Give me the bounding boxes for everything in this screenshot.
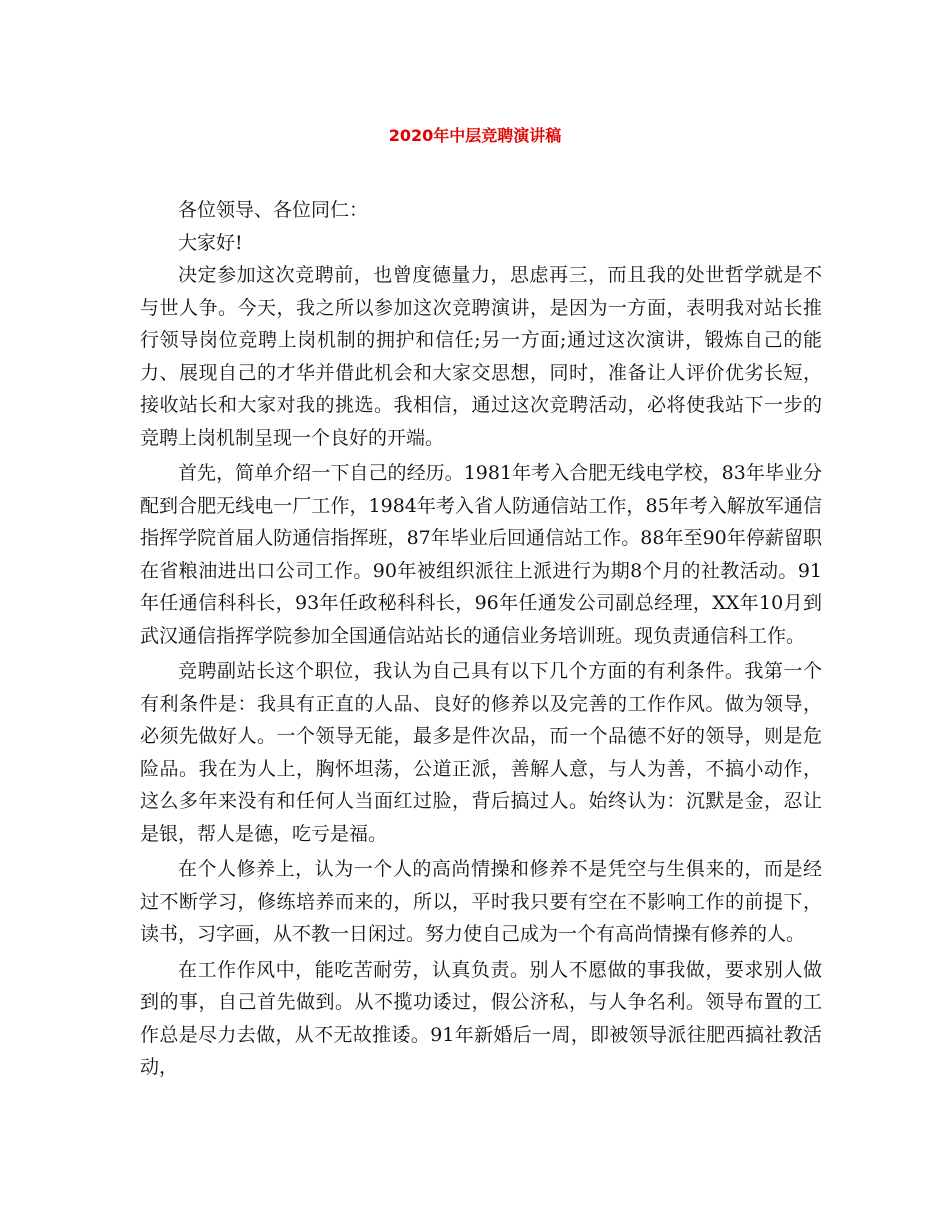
paragraph-2: 首先，简单介绍一下自己的经历。1981年考入合肥无线电学校，83年毕业分配到合肥无线电一厂工作，1984年考入省人防通信站工作，85年考入解放军通信指挥学院首届人防通信指挥班，87年毕业后回通信站工作。88年至90年停薪留职在省粮油进出口公司工作。90年被组织派往上派进行为期8个月的社教活动。91年任通信科科长，93年任政秘科科长，96年任通发公司副总经理，XX年10月到武汉通信指挥学院参加全国通信站站长的通信业务培训班。现负责通信科工作。 [140, 462, 822, 647]
document-body [140, 194, 822, 1087]
document-title: 2020年中层竞聘演讲稿 [388, 126, 562, 145]
salutation: 各位领导、各位同仁： [178, 199, 369, 221]
paragraph-4: 在个人修养上，认为一个人的高尚情操和修养不是凭空与生俱来的，而是经过不断学习，修练培养而来的，所以，平时我只要有空在不影响工作的前提下，读书，习字画，从不教一日闲过。努力使自己成为一个有高尚情操有修养的人。 [140, 858, 822, 945]
paragraph-1: 决定参加这次竞聘前，也曾度德量力，思虑再三，而且我的处世哲学就是不与世人争。今天，我之所以参加这次竞聘演讲，是因为一方面，表明我对站长推行领导岗位竞聘上岗机制的拥护和信任;另一方面;通过这次演讲，锻炼自己的能力、展现自己的才华并借此机会和大家交思想，同时，准备让人评价优劣长短，接收站长和大家对我的挑选。我相信，通过这次竞聘活动，必将使我站下一步的竞聘上岗机制呈现一个良好的开端。 [140, 264, 822, 449]
greeting: 大家好! [178, 231, 243, 254]
paragraph-5: 在工作作风中，能吃苦耐劳，认真负责。别人不愿做的事我做，要求别人做到的事，自己首先做到。从不揽功诿过，假公济私，与人争名利。领导布置的工作总是尽力去做，从不无故推诿。91年新婚后一周，即被领导派往肥西搞社教活动， [140, 958, 822, 1078]
paragraph-3: 竞聘副站长这个职位，我认为自己具有以下几个方面的有利条件。我第一个有利条件是：我具有正直的人品、良好的修养以及完善的工作作风。做为领导，必须先做好人。一个领导无能，最多是件次品，而一个品德不好的领导，则是危险品。我在为人上，胸怀坦荡，公道正派，善解人意，与人为善，不搞小动作，这么多年来没有和任何人当面红过脸，背后搞过人。始终认为：沉默是金，忍让是银，帮人是德，吃亏是福。 [140, 660, 822, 845]
